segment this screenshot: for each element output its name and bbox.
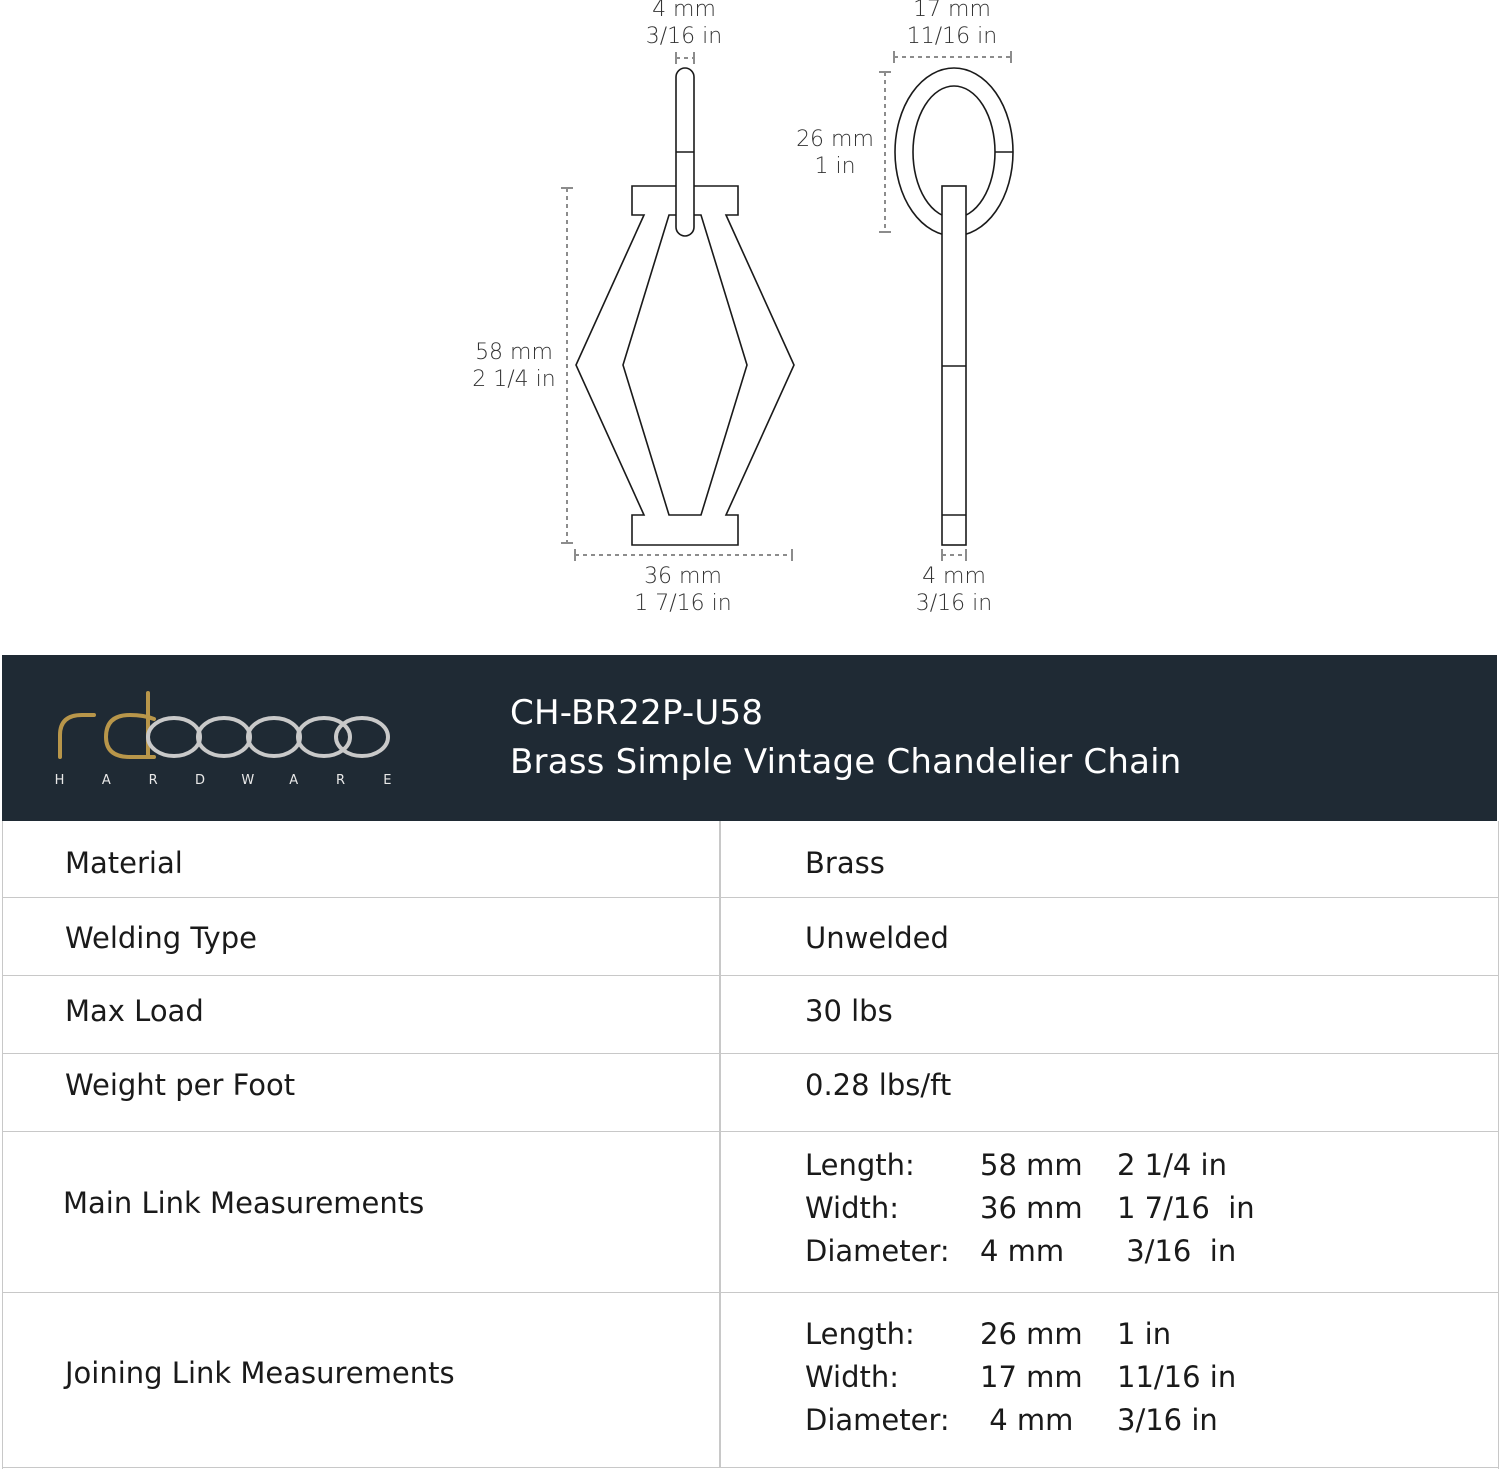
chain-link-diagram (0, 0, 1500, 655)
dim-label-side-diameter: 4 mm 3/16 in (915, 564, 993, 616)
spec-row-main-link: Main Link Measurements Length: 58 mm 2 1/4 in Width: 36 mm 1 7/16 in Diameter: 4 mm 3/16 in (3, 1132, 1498, 1293)
brand-logo (54, 685, 394, 795)
spec-row-joining-link: Joining Link Measurements Length: 26 mm 1 in Width: 17 mm 11/16 in Diameter: 4 mm 3/16 in (3, 1293, 1498, 1468)
spec-value: Brass (805, 846, 885, 880)
specs-table (2, 821, 1499, 1469)
chain-logo-icon (54, 685, 394, 765)
spec-row-welding (3, 898, 1498, 976)
spec-row-max-load (3, 976, 1498, 1054)
product-sku: CH-BR22P-U58 (510, 693, 764, 733)
spec-value: Unwelded (805, 921, 949, 955)
dim-label-top-diameter: 4 mm 3/16 in (645, 0, 723, 49)
spec-row-weight (3, 1054, 1498, 1132)
dim-label-main-width: 36 mm 1 7/16 in (634, 564, 732, 616)
spec-label: Max Load (65, 994, 204, 1028)
dim-label-joining-length: 26 mm 1 in (796, 127, 874, 179)
spec-row-material (3, 821, 1498, 898)
spec-label: Material (65, 846, 183, 880)
spec-label: Weight per Foot (65, 1068, 296, 1102)
dim-label-joining-width: 17 mm 11/16 in (906, 0, 998, 49)
main-link-outline (576, 186, 794, 545)
spec-label: Welding Type (65, 921, 257, 955)
dim-label-main-length: 58 mm 2 1/4 in (472, 340, 556, 392)
product-header (2, 655, 1497, 821)
spec-value: 0.28 lbs/ft (805, 1068, 952, 1102)
spec-label: Main Link Measurements (63, 1186, 425, 1220)
link-drawing (0, 0, 1500, 655)
spec-label: Joining Link Measurements (65, 1356, 455, 1390)
logo-subtitle: H A R D W A R E (54, 773, 393, 788)
product-name: Brass Simple Vintage Chandelier Chain (510, 742, 1182, 782)
spec-value: 30 lbs (805, 994, 893, 1028)
main-link-inner (623, 215, 747, 515)
